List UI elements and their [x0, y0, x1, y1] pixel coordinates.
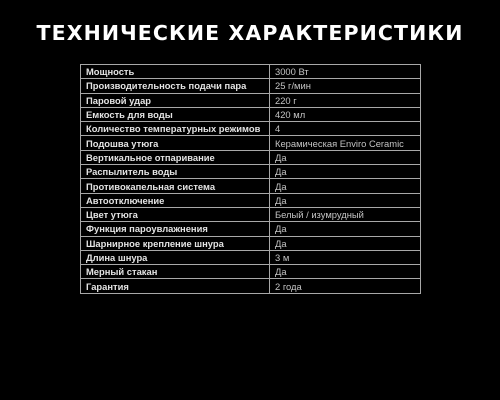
table-row — [81, 150, 421, 164]
spec-label: Подошва утюга — [81, 136, 270, 150]
spec-value: Белый / изумрудный — [270, 207, 421, 221]
table-row — [81, 279, 421, 293]
spec-label: Шарнирное крепление шнура — [81, 236, 270, 250]
spec-label: Автоотключение — [81, 193, 270, 207]
specs-table — [80, 64, 421, 294]
spec-label: Длина шнура — [81, 250, 270, 264]
table-row — [81, 179, 421, 193]
spec-label: Количество температурных режимов — [81, 122, 270, 136]
table-row — [81, 93, 421, 107]
table-row — [81, 65, 421, 79]
spec-label: Функция пароувлажнения — [81, 222, 270, 236]
table-row — [81, 236, 421, 250]
spec-label: Мощность — [81, 65, 270, 79]
spec-value: 3000 Вт — [270, 65, 421, 79]
table-row — [81, 136, 421, 150]
spec-value: Да — [270, 236, 421, 250]
spec-value: Да — [270, 193, 421, 207]
spec-value: Да — [270, 265, 421, 279]
table-row — [81, 250, 421, 264]
spec-label: Вертикальное отпаривание — [81, 150, 270, 164]
spec-value: 220 г — [270, 93, 421, 107]
spec-value: Да — [270, 165, 421, 179]
spec-label: Цвет утюга — [81, 207, 270, 221]
table-row — [81, 193, 421, 207]
spec-value: Да — [270, 179, 421, 193]
spec-label: Производительность подачи пара — [81, 79, 270, 93]
table-row — [81, 207, 421, 221]
table-row — [81, 107, 421, 121]
table-row — [81, 122, 421, 136]
table-row — [81, 222, 421, 236]
spec-value: 3 м — [270, 250, 421, 264]
spec-value: 25 г/мин — [270, 79, 421, 93]
spec-label: Паровой удар — [81, 93, 270, 107]
spec-value: 2 года — [270, 279, 421, 293]
table-row — [81, 79, 421, 93]
spec-label: Мерный стакан — [81, 265, 270, 279]
spec-value: 4 — [270, 122, 421, 136]
spec-value: Да — [270, 222, 421, 236]
spec-value: Керамическая Enviro Ceramic — [270, 136, 421, 150]
spec-value: 420 мл — [270, 107, 421, 121]
table-row — [81, 265, 421, 279]
spec-label: Противокапельная система — [81, 179, 270, 193]
spec-label: Гарантия — [81, 279, 270, 293]
specs-table-body — [81, 65, 421, 294]
table-row — [81, 165, 421, 179]
page-title: ТЕХНИЧЕСКИЕ ХАРАКТЕРИСТИКИ — [36, 21, 464, 45]
spec-label: Емкость для воды — [81, 107, 270, 121]
spec-value: Да — [270, 150, 421, 164]
spec-label: Распылитель воды — [81, 165, 270, 179]
